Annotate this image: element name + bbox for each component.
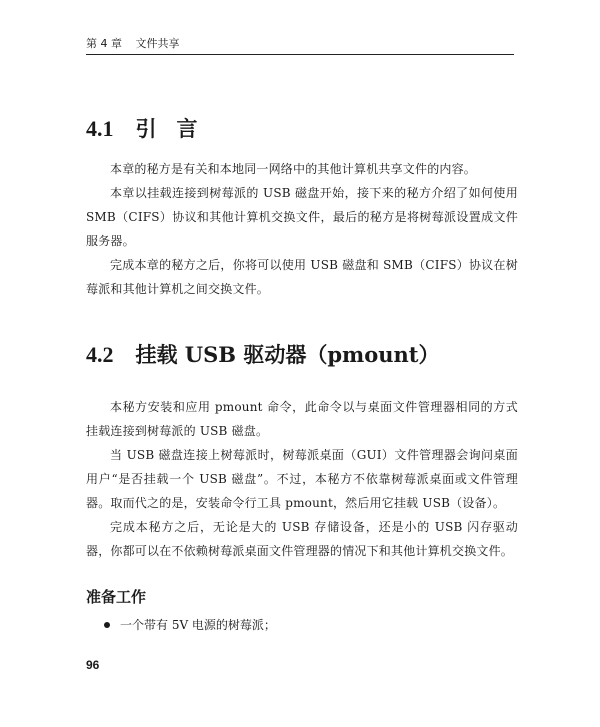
header-rule xyxy=(86,54,514,55)
paragraph: 本秘方安装和应用 pmount 命令，此命令以与桌面文件管理器相同的方式挂载连接到树莓派的 USB 磁盘。 xyxy=(86,400,518,438)
page-number: 96 xyxy=(86,658,100,672)
paragraph: 本章以挂载连接到树莓派的 USB 磁盘开始，接下来的秘方介绍了如何使用 SMB（CIFS）协议和其他计算机交换文件，最后的秘方是将树莓派设置成文件服务器。 xyxy=(86,186,518,248)
section-number: 4.1 xyxy=(86,116,114,141)
running-header xyxy=(86,36,514,52)
section-number: 4.2 xyxy=(86,342,114,367)
section-title: 挂载 USB 驱动器（pmount） xyxy=(135,342,440,367)
section-4-1-body xyxy=(86,157,518,301)
paragraph: 完成本秘方之后，无论是大的 USB 存储设备，还是小的 USB 闪存驱动器，你都可以在不依赖树莓派桌面文件管理器的情况下和其他计算机交换文件。 xyxy=(86,520,518,558)
section-title: 引言 xyxy=(135,116,218,141)
list-item-text: 一个带有 5V 电源的树莓派； xyxy=(120,618,276,632)
section-heading-4-2 xyxy=(86,342,440,368)
subheading-prep: 准备工作 xyxy=(86,588,147,606)
paragraph: 本章的秘方是有关和本地同一网络中的其他计算机共享文件的内容。 xyxy=(110,162,477,176)
section-4-2-body xyxy=(86,395,518,563)
paragraph: 完成本章的秘方之后，你将可以使用 USB 磁盘和 SMB（CIFS）协议在树莓派和其他计算机之间交换文件。 xyxy=(86,258,518,296)
header-chapter: 第 4 章 xyxy=(86,37,122,50)
bullet-icon xyxy=(104,622,110,628)
paragraph: 当 USB 磁盘连接上树莓派时，树莓派桌面（GUI）文件管理器会询问桌面用户“是否挂载一个 USB 磁盘”。不过，本秘方不依靠树莓派桌面或文件管理器。取而代之的是，安装命令行工具 pmount，然后用它挂载 USB（设备）。 xyxy=(86,448,518,510)
list-item xyxy=(104,613,276,637)
header-title: 文件共享 xyxy=(135,37,180,50)
section-heading-4-1 xyxy=(86,116,218,142)
